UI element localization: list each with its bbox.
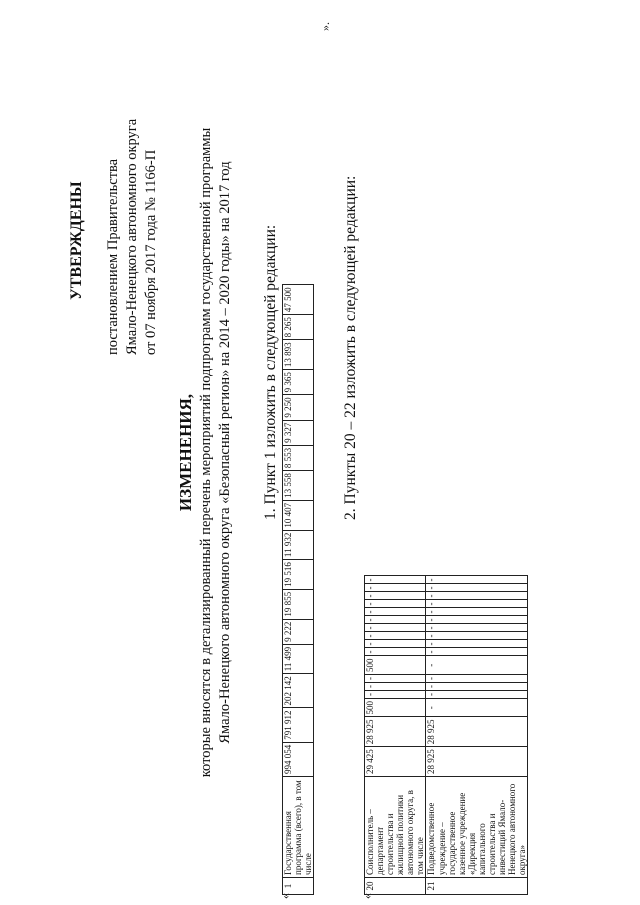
value-cell: -	[426, 584, 528, 592]
value-cell: 9 250	[283, 395, 314, 420]
table-point-2	[364, 576, 528, 896]
row-number: 20	[365, 878, 426, 895]
value-cell: -	[426, 576, 528, 584]
approved-line-2: Ямало-Ненецкого автономного округа	[124, 118, 140, 355]
subtitle-line-1: которые вносятся в детализированный перечень мероприятий подпрограмм государственной программы	[198, 127, 214, 778]
value-cell: 9 327	[283, 420, 314, 445]
value-cell: -	[365, 600, 426, 608]
value-cell: 47 500	[283, 285, 314, 315]
row-number: 21	[426, 878, 528, 895]
point-1-open-quote: «	[278, 893, 292, 899]
value-cell: 9 222	[283, 619, 314, 644]
value-cell: -	[365, 675, 426, 683]
row-number: 1	[283, 878, 314, 895]
value-cell: -	[426, 691, 528, 699]
value-cell: 13 558	[283, 471, 314, 501]
value-cell: 19 516	[283, 560, 314, 590]
value-cell: 8 265	[283, 315, 314, 340]
value-cell: -	[365, 592, 426, 600]
value-cell: -	[365, 584, 426, 592]
value-cell: 994 054	[283, 742, 314, 776]
value-cell: 28 925	[426, 747, 528, 777]
value-cell: -	[426, 699, 528, 718]
value-cell: -	[426, 656, 528, 675]
value-cell: 10 407	[283, 500, 314, 530]
approved-line-3: от 07 ноября 2017 года № 1166-П	[143, 149, 159, 355]
value-cell: 11 499	[283, 644, 314, 673]
value-cell: -	[365, 683, 426, 691]
value-cell: 19 855	[283, 589, 314, 619]
value-cell: 791 912	[283, 708, 314, 742]
row-name: Соисполнитель – департамент строительства и жилищной политики автономного округа, в том числе	[365, 777, 426, 878]
approved-heading: УТВЕРЖДЕНЫ	[68, 181, 85, 300]
value-cell: 28 925	[365, 717, 426, 747]
approved-line-1: постановлением Правительства	[105, 158, 121, 355]
table-point-1	[282, 284, 314, 895]
value-cell: -	[365, 576, 426, 584]
value-cell: -	[365, 648, 426, 656]
value-cell: -	[365, 624, 426, 632]
value-cell: 202 142	[283, 674, 314, 708]
value-cell: -	[365, 632, 426, 640]
table-row	[283, 285, 314, 895]
value-cell: -	[426, 608, 528, 616]
point-2-text: 2. Пункты 20 – 22 изложить в следующей редакции:	[342, 175, 359, 520]
value-cell: 8 553	[283, 445, 314, 470]
value-cell: 29 425	[365, 747, 426, 777]
value-cell: 9 365	[283, 370, 314, 395]
value-cell: -	[426, 592, 528, 600]
point-2-open-quote: «	[360, 893, 374, 899]
value-cell: -	[426, 675, 528, 683]
value-cell: -	[426, 683, 528, 691]
row-name: Государственная программа (всего), в том числе	[283, 777, 314, 878]
value-cell: -	[365, 691, 426, 699]
document-title: ИЗМЕНЕНИЯ,	[176, 393, 195, 512]
value-cell: -	[365, 616, 426, 624]
value-cell: -	[426, 632, 528, 640]
table-row	[426, 576, 528, 895]
row-name: Подведомственное учреждение – государственное казенное учреждение «Дирекция капитального строительства и инвестиций Ямало-Ненецкого автономного округа»	[426, 777, 528, 878]
value-cell: -	[426, 624, 528, 632]
value-cell: -	[365, 640, 426, 648]
table-row	[365, 576, 426, 895]
value-cell: -	[426, 616, 528, 624]
value-cell: 500	[365, 656, 426, 675]
value-cell: -	[365, 608, 426, 616]
value-cell: -	[426, 640, 528, 648]
value-cell: 500	[365, 699, 426, 718]
value-cell: -	[426, 648, 528, 656]
value-cell: 28 925	[426, 717, 528, 747]
value-cell: -	[426, 600, 528, 608]
subtitle-line-2: Ямало-Ненецкого автономного округа «Безопасный регион» на 2014 – 2020 годы» на 2017 год	[217, 161, 233, 744]
point-1-text: 1. Пункт 1 изложить в следующей редакции:	[262, 224, 279, 520]
point-1-close-quote: ».	[318, 22, 332, 31]
value-cell: 13 893	[283, 340, 314, 370]
value-cell: 11 932	[283, 530, 314, 559]
